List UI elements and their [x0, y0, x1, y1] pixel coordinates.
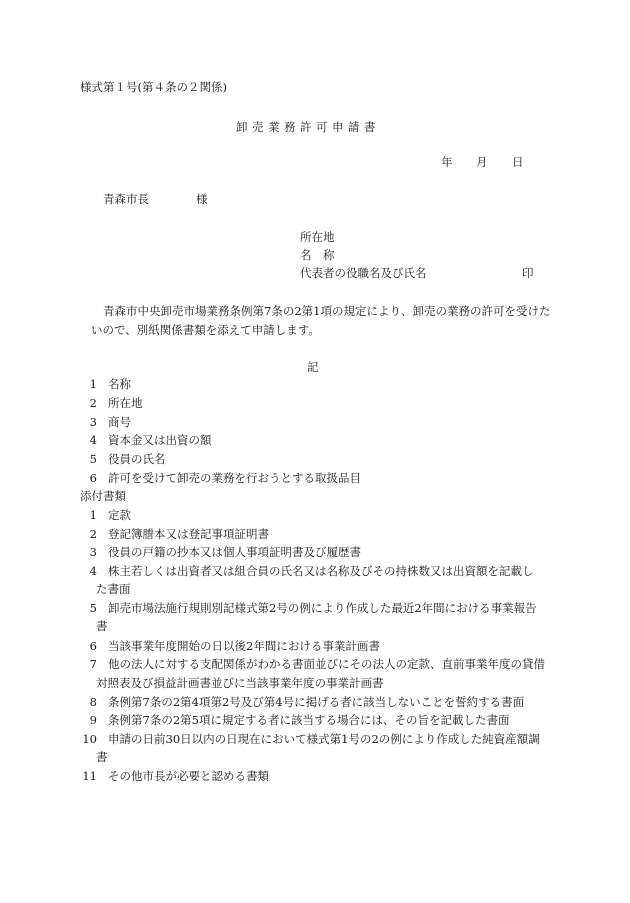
item-number: 4 [89, 433, 97, 447]
ki-heading: 記 [307, 360, 319, 374]
form-label: 様式第１号(第４条の２関係) [80, 80, 227, 94]
applicant-address-label: 所在地 [300, 230, 335, 244]
item-text: 資本金又は出資の額 [108, 433, 212, 447]
item-number: 3 [89, 415, 97, 429]
attachment-number: 7 [89, 657, 97, 671]
item-number: 5 [89, 452, 97, 466]
applicant-rep-label: 代表者の役職名及び氏名 [300, 266, 427, 280]
attachment-text: 株主若しくは出資者又は組合員の氏名又は名称及びその持株数又は出資額を記載し [108, 564, 534, 578]
item-text: 名称 [108, 377, 131, 391]
attachment-number: 6 [89, 639, 97, 653]
attachment-text-continued: た書面 [96, 582, 131, 596]
attachment-text: 登記簿謄本又は登記事項証明書 [108, 527, 269, 541]
attachment-text: その他市長が必要と認める書類 [108, 769, 269, 783]
body-line-2: いので、別紙関係書類を添えて申請します。 [91, 323, 320, 337]
attachment-text: 申請の日前30日以内の日現在において様式第1号の2の例により作成した純資産額調 [108, 732, 540, 746]
attachment-text-continued: 書 [96, 619, 108, 633]
document-title: 卸売業務許可申請書 [236, 120, 380, 134]
attachment-number: 5 [89, 601, 97, 615]
attachment-number: 10 [82, 732, 97, 746]
attachment-number: 11 [82, 769, 97, 783]
seal-mark: 印 [522, 266, 534, 280]
item-number: 2 [89, 396, 97, 410]
item-text: 商号 [108, 415, 131, 429]
attachment-text: 条例第7条の2第5項に規定する者に該当する場合には、その旨を記載した書面 [108, 713, 510, 727]
attachment-number: 3 [89, 545, 97, 559]
item-number: 1 [89, 377, 97, 391]
item-text: 許可を受けて卸売の業務を行おうとする取扱品目 [108, 471, 361, 485]
item-text: 所在地 [108, 396, 143, 410]
attachment-number: 4 [89, 564, 97, 578]
addressee-honorific: 様 [196, 192, 208, 206]
attachment-text: 定款 [108, 508, 131, 522]
item-text: 役員の氏名 [108, 452, 166, 466]
date-day: 日 [512, 155, 524, 169]
attachment-text: 当該事業年度開始の日以後2年間における事業計画書 [108, 639, 380, 653]
attachment-number: 2 [89, 527, 97, 541]
date-month: 月 [476, 155, 488, 169]
applicant-name-label: 名 称 [300, 248, 335, 262]
attachment-number: 9 [89, 713, 97, 727]
attachments-heading: 添付書類 [80, 489, 126, 503]
date-year: 年 [441, 155, 453, 169]
attachment-text: 条例第7条の2第4項第2号及び第4号に掲げる者に該当しないことを誓約する書面 [108, 695, 525, 709]
attachment-text: 他の法人に対する支配関係がわかる書面並びにその法人の定款、直前事業年度の貸借 [108, 657, 545, 671]
body-line-1: 青森市中央卸売市場業務条例第7条の2第1項の規定により、卸売の業務の許可を受けた [103, 304, 551, 318]
item-number: 6 [89, 471, 97, 485]
attachment-text-continued: 対照表及び損益計画書並びに当該事業年度の事業計画書 [96, 676, 384, 690]
attachment-number: 1 [89, 508, 97, 522]
attachment-text: 卸売市場法施行規則別記様式第2号の例により作成した最近2年間における事業報告 [108, 601, 537, 615]
attachment-number: 8 [89, 695, 97, 709]
addressee-name: 青森市長 [103, 192, 149, 206]
attachment-text: 役員の戸籍の抄本又は個人事項証明書及び履歴書 [108, 545, 361, 559]
attachment-text-continued: 書 [96, 750, 108, 764]
